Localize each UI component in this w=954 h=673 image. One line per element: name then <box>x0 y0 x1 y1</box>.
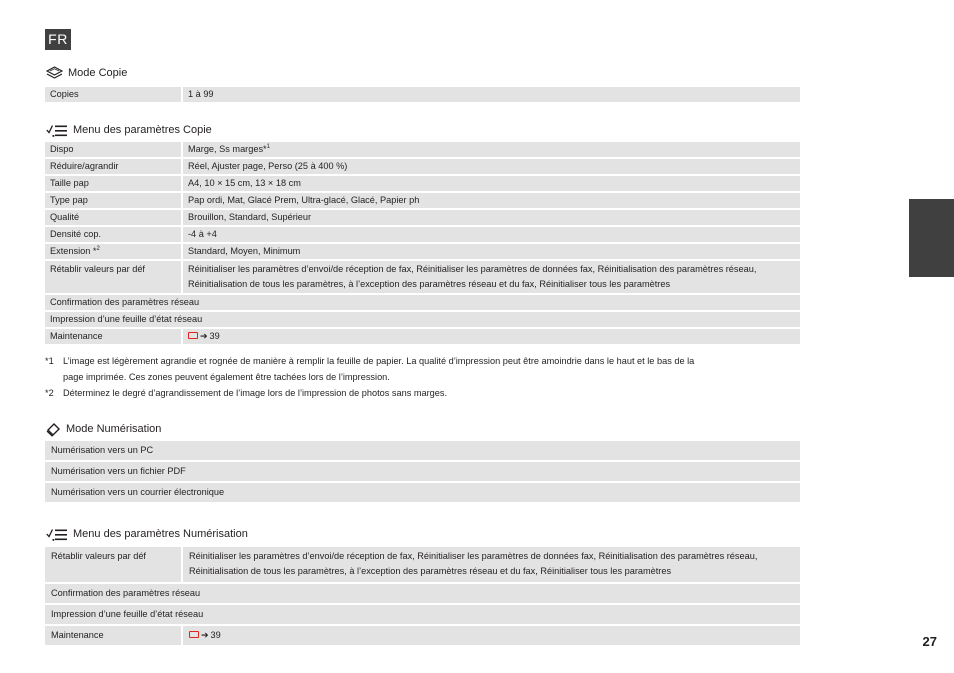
row-label-text: Extension * <box>50 246 97 256</box>
footnote-text: L’image est légèrement agrandie et rognée de manière à remplir la feuille de papier. La qualité d’impression peut être amoindrie dans le haut et le bas de la <box>63 356 695 366</box>
row-label: Numérisation vers un courrier électronique <box>45 482 800 503</box>
row-label: Dispo <box>45 142 182 158</box>
scan-mode-table <box>45 441 800 504</box>
language-badge: FR <box>45 29 71 50</box>
row-label: Maintenance <box>45 625 182 646</box>
scan-mode-title: Mode Numérisation <box>66 423 162 435</box>
table-row <box>45 226 800 243</box>
scan-icon <box>46 422 61 437</box>
row-label: Maintenance <box>45 328 182 345</box>
row-value: Réel, Ajuster page, Perso (25 à 400 %) <box>182 158 800 175</box>
table-row <box>45 547 800 583</box>
row-label: Rétablir valeurs par déf <box>45 547 182 583</box>
copy-mode-table <box>45 87 800 104</box>
row-label: Réduire/agrandir <box>45 158 182 175</box>
manual-reference-icon <box>189 631 199 638</box>
settings-list-icon <box>46 528 68 541</box>
row-value: 1 à 99 <box>182 87 800 103</box>
scan-settings-table <box>45 547 800 647</box>
footnote-2 <box>45 385 795 401</box>
chapter-tab <box>909 199 954 277</box>
row-value: A4, 10 × 15 cm, 13 × 18 cm <box>182 175 800 192</box>
footnote-ref: 1 <box>266 144 270 150</box>
table-row <box>45 87 800 103</box>
footnote-text: Déterminez le degré d’agrandissement de l’image lors de l’impression de photos sans marges. <box>63 388 448 398</box>
footnote-mark: *2 <box>45 388 54 398</box>
table-row <box>45 604 800 625</box>
arrow-right-icon: ➔ <box>201 630 209 640</box>
row-label: Impression d’une feuille d’état réseau <box>45 604 800 625</box>
copy-settings-table <box>45 142 800 346</box>
row-label: Copies <box>45 87 182 103</box>
row-value: Brouillon, Standard, Supérieur <box>182 209 800 226</box>
footnote-mark: *1 <box>45 356 54 366</box>
row-label: Taille pap <box>45 175 182 192</box>
copy-icon <box>46 66 63 81</box>
row-label: Impression d’une feuille d’état réseau <box>45 311 800 328</box>
arrow-right-icon: ➔ <box>200 331 208 341</box>
table-row <box>45 142 800 158</box>
scan-settings-title: Menu des paramètres Numérisation <box>73 528 248 540</box>
table-row <box>45 583 800 604</box>
row-value <box>182 142 800 158</box>
settings-list-icon <box>46 124 68 137</box>
table-row <box>45 294 800 311</box>
row-value <box>182 328 800 345</box>
table-row <box>45 441 800 461</box>
row-value: Standard, Moyen, Minimum <box>182 243 800 260</box>
table-row <box>45 311 800 328</box>
scan-settings-heading <box>46 525 248 543</box>
row-label: Numérisation vers un PC <box>45 441 800 461</box>
copy-settings-heading <box>46 121 212 139</box>
copy-settings-title: Menu des paramètres Copie <box>73 124 212 136</box>
row-value: -4 à +4 <box>182 226 800 243</box>
page-reference[interactable]: 39 <box>209 331 220 341</box>
page-reference[interactable]: 39 <box>210 630 221 640</box>
row-value <box>182 625 800 646</box>
table-row <box>45 209 800 226</box>
manual-reference-icon <box>188 332 198 339</box>
table-row <box>45 482 800 503</box>
footnote-1 <box>45 353 795 385</box>
table-row <box>45 175 800 192</box>
row-value-text: Marge, Ss marges* <box>188 144 267 154</box>
table-row <box>45 461 800 482</box>
copy-mode-heading <box>46 64 127 82</box>
table-row <box>45 158 800 175</box>
row-label: Densité cop. <box>45 226 182 243</box>
row-label: Confirmation des paramètres réseau <box>45 294 800 311</box>
table-row <box>45 328 800 345</box>
table-row <box>45 192 800 209</box>
row-label: Type pap <box>45 192 182 209</box>
table-row <box>45 260 800 294</box>
table-row <box>45 243 800 260</box>
footnote-text-continued: page imprimée. Ces zones peuvent également être tachées lors de l’impression. <box>63 372 390 382</box>
footnote-ref: 2 <box>96 246 100 252</box>
page-number: 27 <box>922 634 937 649</box>
row-value: Réinitialiser les paramètres d’envoi/de réception de fax, Réinitialiser les paramètres de données fax, Réinitialisation des paramètres réseau, Réinitialisation de tous les paramètres, à l’exception des paramètres réseau et du fax, Réinitialiser tous les paramètres <box>182 547 800 583</box>
row-value: Pap ordi, Mat, Glacé Prem, Ultra-glacé, Glacé, Papier ph <box>182 192 800 209</box>
copy-mode-title: Mode Copie <box>68 67 128 79</box>
row-value: Réinitialiser les paramètres d’envoi/de réception de fax, Réinitialiser les paramètres de données fax, Réinitialisation des paramètres réseau, Réinitialisation de tous les paramètres, à l’exception des paramètres réseau et du fax, Réinitialiser tous les paramètres <box>182 260 800 294</box>
scan-mode-heading <box>46 420 161 438</box>
row-label: Qualité <box>45 209 182 226</box>
row-label: Confirmation des paramètres réseau <box>45 583 800 604</box>
table-row <box>45 625 800 646</box>
row-label: Rétablir valeurs par déf <box>45 260 182 294</box>
row-label <box>45 243 182 260</box>
row-label: Numérisation vers un fichier PDF <box>45 461 800 482</box>
